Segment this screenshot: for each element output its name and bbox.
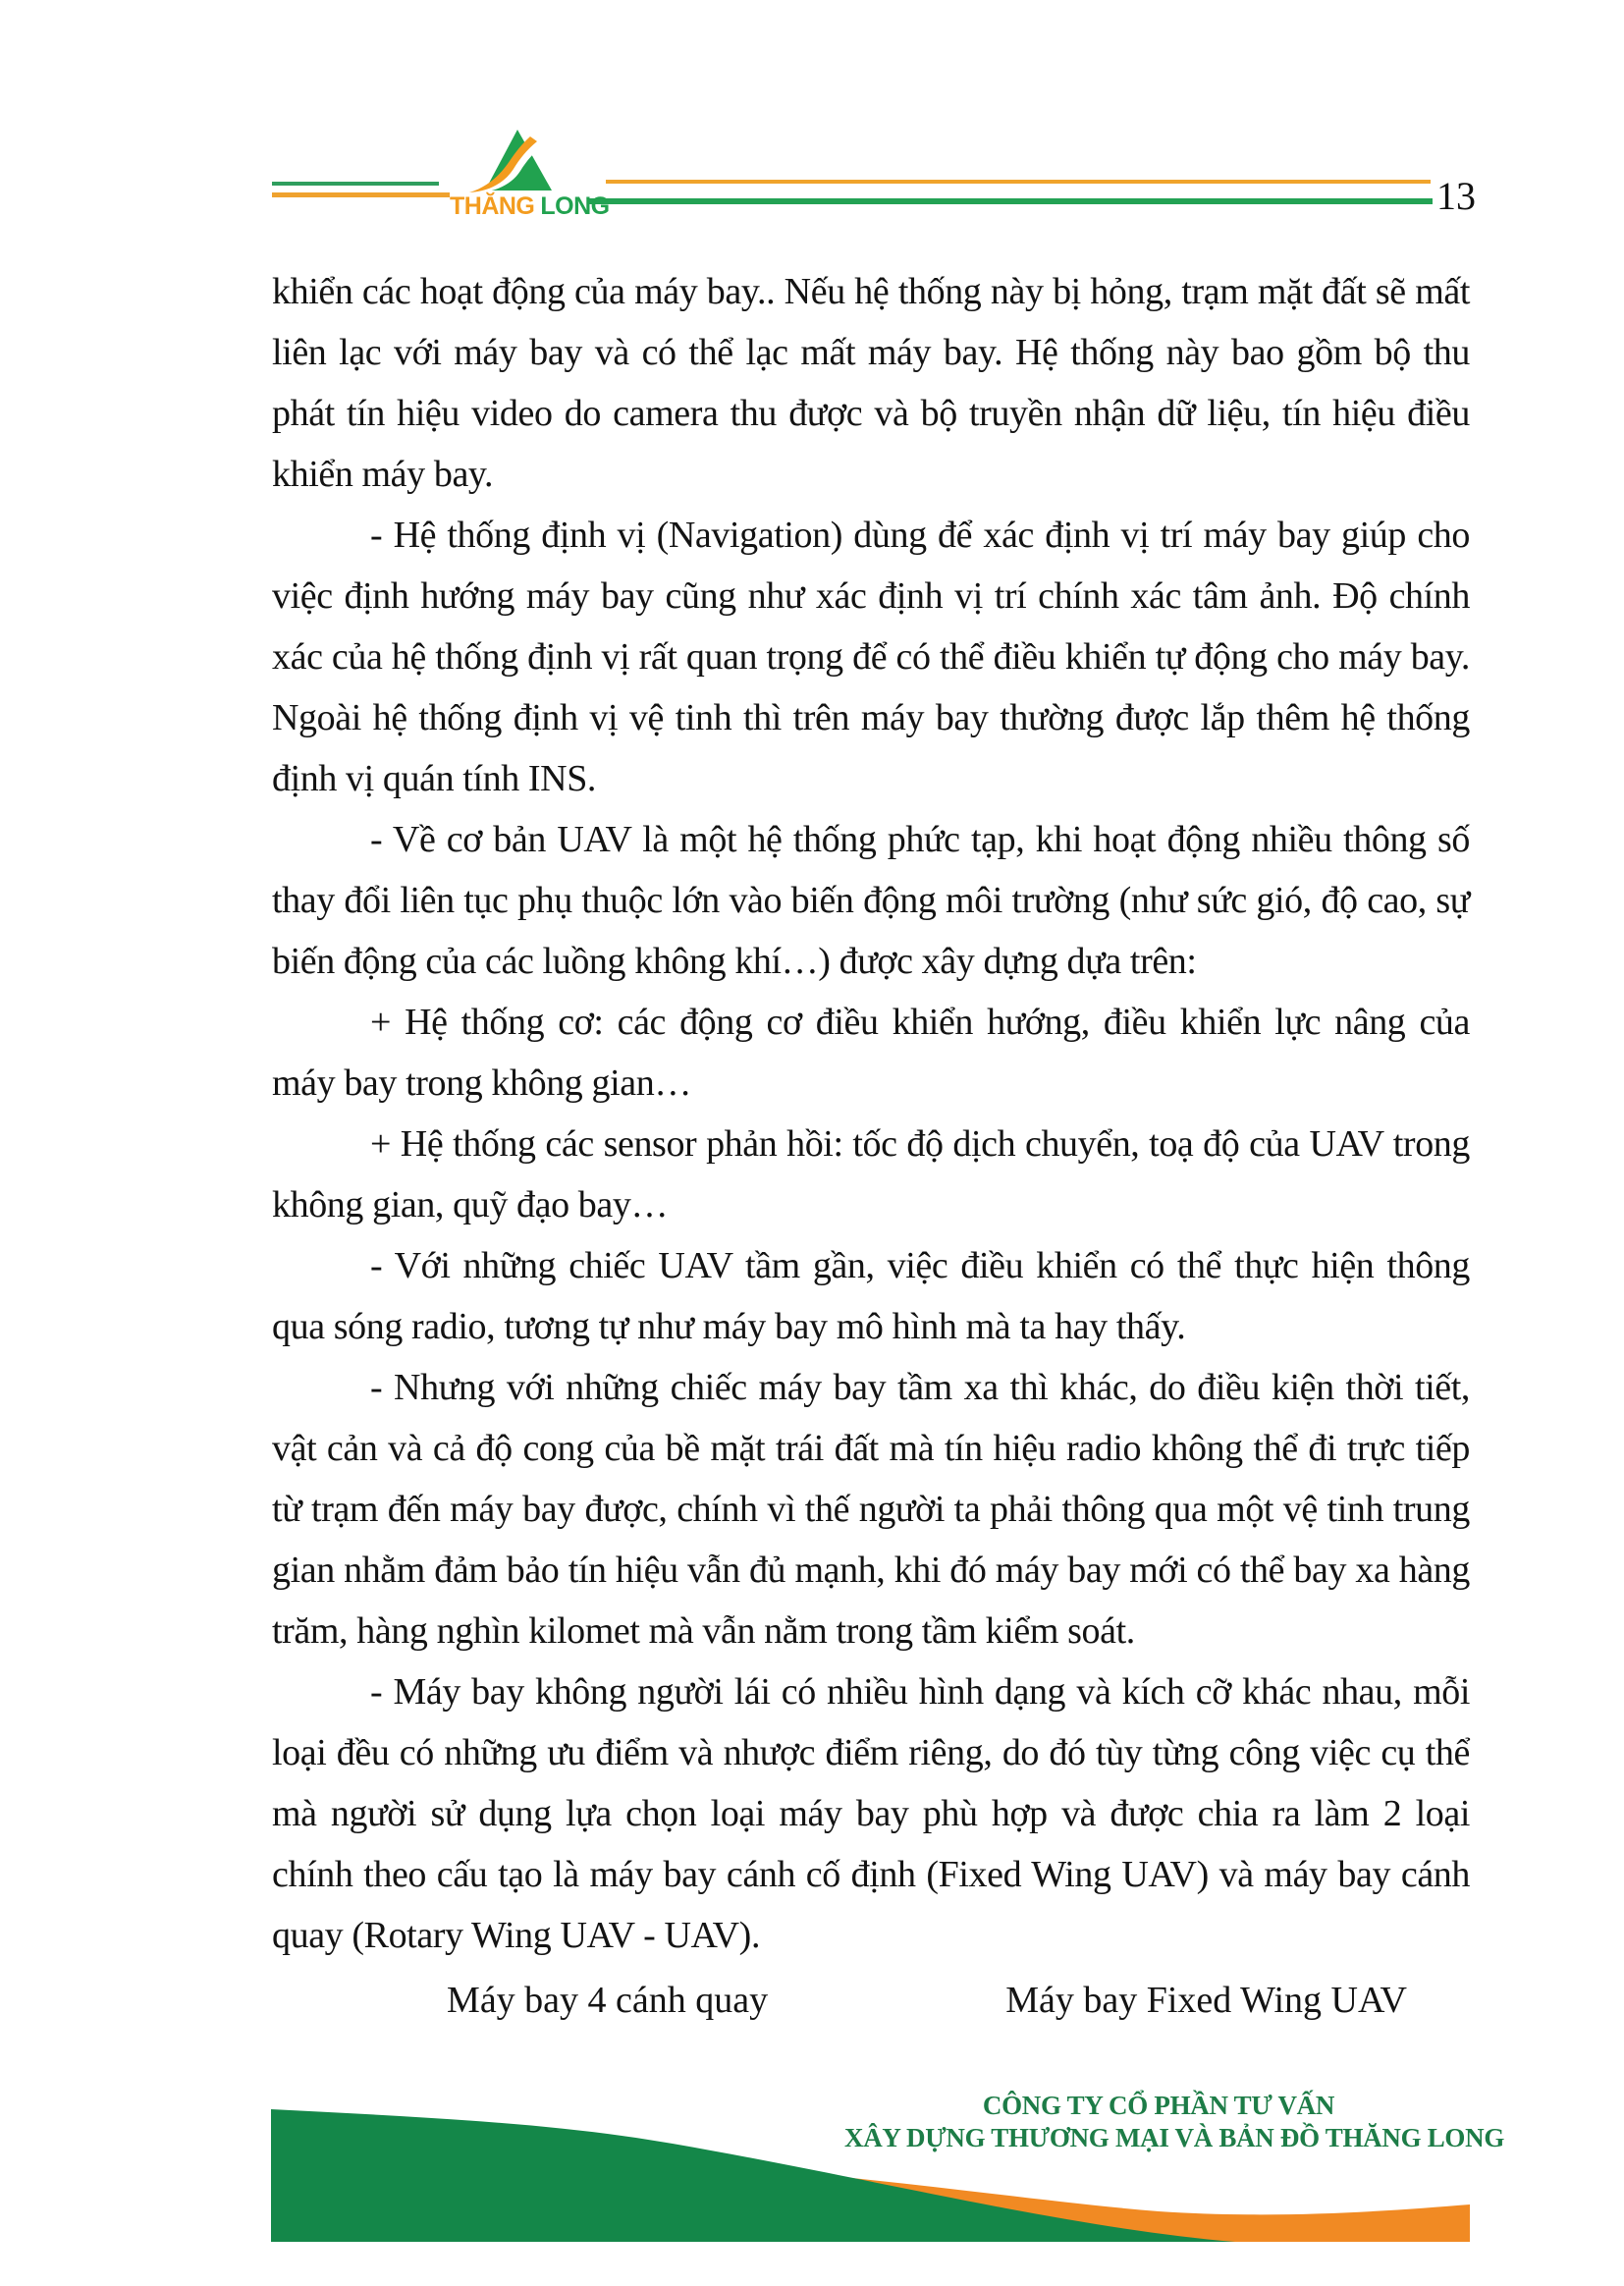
footer-company-line2: XÂY DỰNG THƯƠNG MẠI VÀ BẢN ĐỒ THĂNG LONG [844, 2123, 1505, 2152]
paragraph-8: - Máy bay không người lái có nhiều hình dạng và kích cỡ khác nhau, mỗi loại đều có những ưu điểm và nhược điểm riêng, do đó tùy từng công việc cụ thể mà người sử dụng lựa chọn loại máy bay phù hợp và được chia ra làm 2 loại chính theo cấu tạo là máy bay cánh cố định (Fixed Wing UAV) và máy bay cánh quay (Rotary Wing UAV - UAV). [272, 1671, 1470, 1956]
header-rule-left-orange [272, 192, 450, 197]
footer-company-name [844, 2090, 1505, 2154]
caption-rotary-uav: Máy bay 4 cánh quay [447, 1980, 769, 2021]
logo-mountain-icon [450, 124, 587, 194]
header-rule-right-green [589, 198, 1433, 204]
header-rule-left-green [272, 182, 439, 186]
footer-company-line1: CÔNG TY CỔ PHẦN TƯ VẤN [982, 2091, 1335, 2120]
logo-wordmark [450, 192, 610, 221]
thang-long-logo [450, 124, 610, 222]
paragraph-4: + Hệ thống cơ: các động cơ điều khiển hướng, điều khiển lực nâng của máy bay trong không gian… [272, 1002, 1470, 1104]
page-number: 13 [1436, 174, 1476, 218]
document-body [272, 261, 1470, 1966]
paragraph-2: - Hệ thống định vị (Navigation) dùng để xác định vị trí máy bay giúp cho việc định hướng máy bay cũng như xác định vị trí chính xác tâm ảnh. Độ chính xác của hệ thống định vị rất quan trọng để có thể điều khiển tự động cho máy bay. Ngoài hệ thống định vị vệ tinh thì trên máy bay thường được lắp thêm hệ thống định vị quán tính INS. [272, 515, 1470, 799]
paragraph-7: - Nhưng với những chiếc máy bay tầm xa thì khác, do điều kiện thời tiết, vật cản và cả độ cong của bề mặt trái đất mà tín hiệu radio không thể đi trực tiếp từ trạm đến máy bay được, chính vì thế người ta phải thông qua một vệ tinh trung gian nhằm đảm bảo tín hiệu vẫn đủ mạnh, khi đó máy bay mới có thể bay xa hàng trăm, hàng nghìn kilomet mà vẫn nằm trong tầm kiểm soát. [272, 1367, 1470, 1652]
logo-word-thang: THĂNG [450, 192, 535, 220]
paragraph-1: khiển các hoạt động của máy bay.. Nếu hệ thống này bị hỏng, trạm mặt đất sẽ mất liên lạc với máy bay và có thể lạc mất máy bay. Hệ thống này bao gồm bộ thu phát tín hiệu video do camera thu được và bộ truyền nhận dữ liệu, tín hiệu điều khiển máy bay. [272, 271, 1470, 495]
header-rule-right-orange [606, 180, 1431, 184]
paragraph-3: - Về cơ bản UAV là một hệ thống phức tạp, khi hoạt động nhiều thông số thay đổi liên tục phụ thuộc lớn vào biến động môi trường (như sức gió, độ cao, sự biến động của các luồng không khí…) được xây dựng dựa trên: [272, 819, 1470, 982]
logo-word-long: LONG [540, 192, 610, 220]
paragraph-6: - Với những chiếc UAV tầm gần, việc điều khiển có thể thực hiện thông qua sóng radio, tương tự như máy bay mô hình mà ta hay thấy. [272, 1245, 1470, 1347]
paragraph-5: + Hệ thống các sensor phản hồi: tốc độ dịch chuyển, toạ độ của UAV trong không gian, quỹ đạo bay… [272, 1123, 1470, 1225]
figure-caption-row [272, 1978, 1470, 2023]
caption-fixed-wing-uav: Máy bay Fixed Wing UAV [1005, 1980, 1407, 2021]
